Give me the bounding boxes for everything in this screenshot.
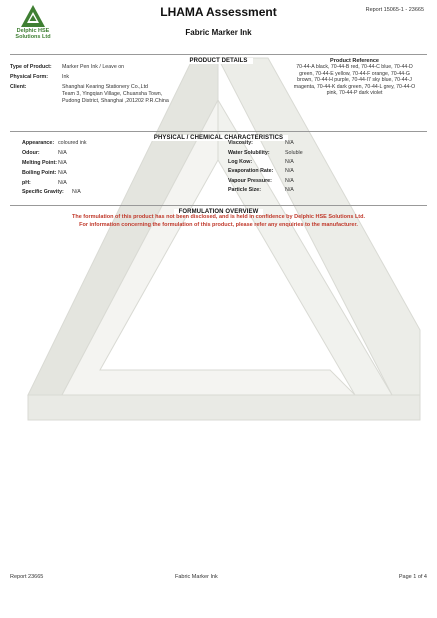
reference-line: magenta, 70-44-K dark green, 70-44-L grey, 70-44-O bbox=[293, 83, 416, 90]
footer-page: Page 1 of 4 bbox=[398, 574, 427, 580]
client-line: Team 3, Yingqian Village, Chuansha Town, bbox=[62, 90, 163, 97]
section-heading: PHYSICAL / CHEMICAL CHARACTERISTICS bbox=[149, 135, 288, 141]
water-solubility-value: Soluble bbox=[285, 150, 303, 156]
vapour-pressure-label: Vapour Pressure: bbox=[228, 178, 272, 184]
client-line: Shanghai Kearing Stationery Co.,Ltd bbox=[62, 84, 148, 90]
type-value: Marker Pen Ink / Leave on bbox=[62, 64, 125, 70]
client-address bbox=[62, 84, 169, 104]
melting-point-label: Melting Point: bbox=[22, 160, 58, 166]
reference-line: pink, 70-44-P dark violet bbox=[326, 90, 383, 97]
notice-line: For information concerning the formulation of this product, please refer any enquiries to the manufacturer. bbox=[79, 221, 358, 228]
product-reference-heading: Product Reference bbox=[330, 58, 379, 64]
report-reference: Report 15065-1 - 23665 bbox=[365, 7, 424, 13]
log-kow-label: Log Kow: bbox=[228, 159, 253, 165]
particle-size-label: Particle Size: bbox=[228, 187, 261, 193]
viscosity-value: N/A bbox=[285, 140, 294, 146]
water-solubility-label: Water Solubility: bbox=[228, 150, 270, 156]
notice-line: The formulation of this product has not been disclosed, and is held in confidence by Delphic HSE Solutions Ltd. bbox=[71, 214, 366, 220]
product-reference-list bbox=[282, 64, 427, 97]
boiling-point-value: N/A bbox=[58, 170, 67, 176]
evaporation-rate-label: Evaporation Rate: bbox=[228, 168, 274, 174]
section-formulation bbox=[10, 200, 427, 215]
odour-label: Odour: bbox=[22, 150, 40, 156]
company-name-line1: Delphic HSE bbox=[16, 28, 50, 34]
reference-line: green, 70-44-E yellow, 70-44-F orange, 70-44-G bbox=[299, 70, 410, 77]
client-label: Client: bbox=[10, 84, 27, 90]
appearance-value: coloured ink bbox=[58, 140, 87, 146]
company-name-line2: Solutions Ltd bbox=[15, 34, 51, 40]
formulation-notice bbox=[20, 214, 417, 229]
client-line: Pudong District, Shanghai ,201202 P.R.China bbox=[62, 97, 169, 104]
ph-value: N/A bbox=[58, 180, 67, 186]
ph-label: pH: bbox=[22, 180, 31, 186]
appearance-label: Appearance: bbox=[22, 140, 55, 146]
log-kow-value: N/A bbox=[285, 159, 294, 165]
section-physical-chemical bbox=[10, 126, 427, 141]
physical-right-column bbox=[228, 140, 418, 200]
type-label: Type of Product: bbox=[10, 64, 52, 70]
form-value: Ink bbox=[62, 74, 70, 80]
physical-left-column bbox=[22, 140, 212, 200]
product-details-left bbox=[10, 64, 260, 114]
specific-gravity-label: Specific Gravity: bbox=[22, 189, 64, 195]
form-label: Physical Form: bbox=[10, 74, 48, 80]
footer-report: Report 23665 bbox=[10, 574, 44, 580]
product-reference bbox=[282, 58, 427, 97]
section-heading: PRODUCT DETAILS bbox=[184, 58, 252, 64]
boiling-point-label: Boiling Point: bbox=[22, 170, 57, 176]
reference-line: 70-44-A black, 70-44-B red, 70-44-C blue, 70-44-D bbox=[296, 64, 413, 70]
reference-line: brown, 70-44-H purple, 70-44-I7 sky blue, 70-44-J bbox=[297, 77, 412, 84]
evaporation-rate-value: N/A bbox=[285, 168, 294, 174]
viscosity-label: Viscosity: bbox=[228, 140, 253, 146]
particle-size-value: N/A bbox=[285, 187, 294, 193]
vapour-pressure-value: N/A bbox=[285, 178, 294, 184]
section-heading: FORMULATION OVERVIEW bbox=[174, 209, 264, 215]
melting-point-value: N/A bbox=[58, 160, 67, 166]
specific-gravity-value: N/A bbox=[72, 189, 81, 195]
product-subtitle: Fabric Marker Ink bbox=[185, 28, 252, 37]
document-title: LHAMA Assessment bbox=[160, 5, 277, 19]
footer-product: Fabric Marker Ink bbox=[175, 574, 218, 580]
odour-value: N/A bbox=[58, 150, 67, 156]
